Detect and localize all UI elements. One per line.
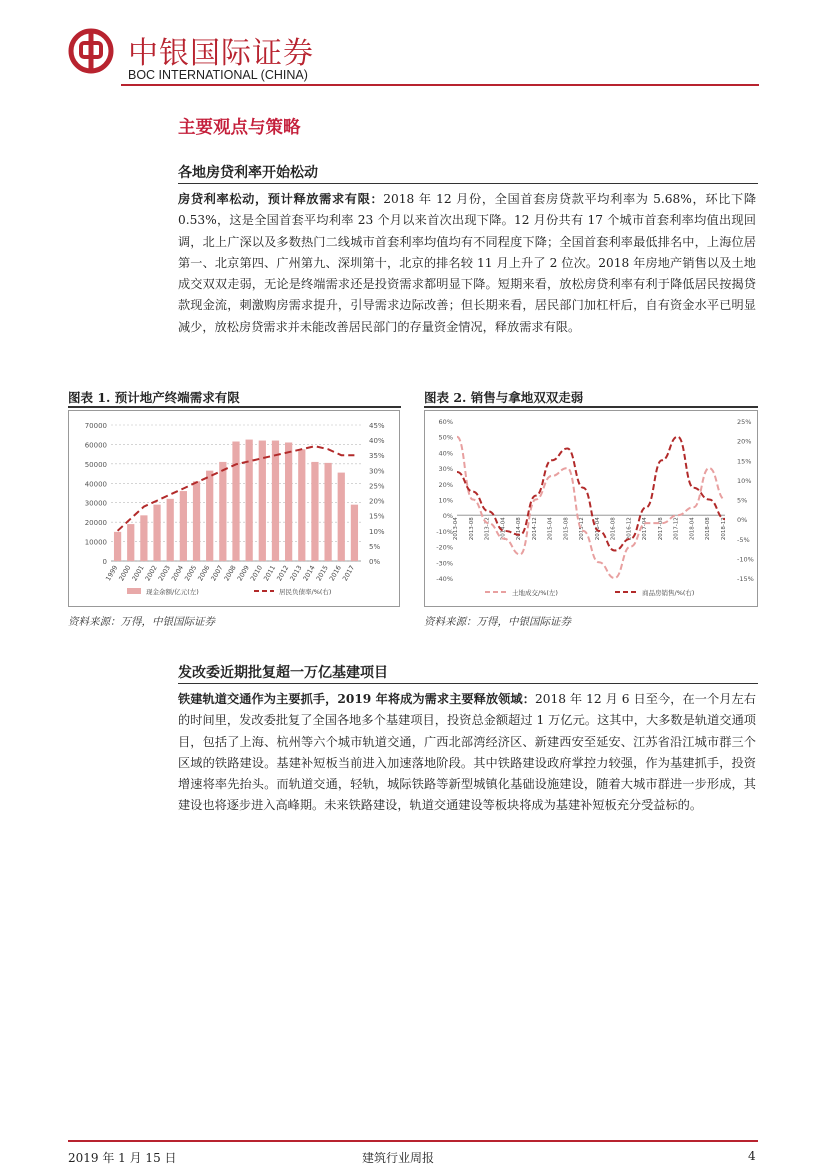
- x-tick-label: 2016-12: [626, 517, 633, 541]
- footer-date: 2019 年 1 月 15 日: [68, 1151, 177, 1165]
- figure2-chart-box: [424, 410, 758, 607]
- x-tick-label: 2015-12: [579, 517, 586, 541]
- y-left-tick-label: 60%: [438, 418, 453, 426]
- y-left-tick-label: 20%: [438, 480, 453, 489]
- figure1-rule: [68, 406, 401, 408]
- legend-label: 土地成交/%(左): [512, 589, 558, 597]
- y-right-tick-label: -15%: [737, 575, 754, 583]
- y-left-tick-label: 30000: [84, 499, 107, 508]
- y-left-tick-label: 50000: [84, 460, 107, 469]
- y-right-tick-label: 10%: [737, 476, 752, 485]
- x-tick-label: 2017: [340, 564, 357, 583]
- x-tick-label: 2014-12: [531, 517, 538, 541]
- x-tick-label: 2016-08: [610, 517, 617, 541]
- figure2-title: 图表 2. 销售与拿地双双走弱: [424, 390, 584, 405]
- bar: [351, 505, 358, 561]
- figure2-rule: [424, 406, 758, 408]
- y-left-tick-label: -30%: [436, 559, 453, 568]
- x-tick-label: 2013-08: [468, 517, 475, 541]
- x-tick-label: 2017-12: [673, 517, 680, 541]
- boc-logo-icon: [68, 28, 114, 74]
- y-right-tick-label: 10%: [369, 527, 385, 536]
- x-tick-label: 2007: [209, 564, 225, 583]
- bar: [206, 471, 213, 561]
- bar: [338, 473, 345, 561]
- x-tick-label: 2016: [327, 564, 343, 583]
- bar: [246, 440, 253, 561]
- subheading-mortgage: 各地房贷利率开始松动: [178, 165, 318, 181]
- y-left-tick-label: 10000: [84, 538, 107, 547]
- bar: [285, 442, 292, 561]
- bar: [193, 481, 200, 561]
- x-tick-label: 2018-04: [689, 517, 696, 541]
- subheading-infrastructure: 发改委近期批复超一万亿基建项目: [178, 665, 388, 681]
- y-right-tick-label: 45%: [369, 422, 385, 430]
- figure1-chart: [69, 411, 399, 606]
- x-tick-label: 2006: [196, 564, 212, 583]
- footer-page-number: 4: [748, 1149, 756, 1163]
- subheading-rule-2: [178, 683, 758, 684]
- x-tick-label: 2017-08: [657, 517, 664, 541]
- y-right-tick-label: 15%: [369, 512, 385, 521]
- x-tick-label: 2000: [117, 564, 133, 583]
- x-tick-label: 2013-12: [484, 517, 491, 541]
- x-tick-label: 2015-08: [563, 517, 570, 541]
- paragraph-infrastructure: [178, 689, 756, 817]
- y-left-tick-label: 0%: [442, 512, 453, 521]
- y-right-tick-label: -5%: [737, 535, 750, 544]
- x-tick-label: 2012: [275, 564, 291, 583]
- figure1-chart-box: [68, 410, 400, 607]
- y-right-tick-label: 20%: [737, 437, 752, 446]
- bar: [114, 532, 121, 561]
- x-tick-label: 2011: [262, 564, 278, 583]
- y-right-tick-label: 30%: [369, 467, 385, 476]
- y-right-tick-label: 0%: [737, 516, 748, 525]
- y-left-tick-label: -40%: [436, 575, 453, 583]
- y-right-tick-label: 15%: [737, 457, 752, 466]
- paragraph-mortgage: [178, 189, 756, 338]
- brand-name-en: BOC INTERNATIONAL (CHINA): [128, 68, 308, 82]
- figure2-chart: [425, 411, 757, 606]
- figure1-title: 图表 1. 预计地产终端需求有限: [68, 390, 240, 405]
- paragraph-body-2: 2018 年 12 月 6 日至今，在一个月左右的时间里，发改委批复了全国各地多个基建项目，投资总金额超过 1 万亿元。这其中，大多数是轨道交通项目，包括了上海、杭州等六个城市轨道交通，广西北部湾经济区、新建西安至延安、江苏省沿江城市群三个区域的铁路建设。基建补短板当前进入加速落地阶段。其中铁路建设政府掌控力较强，作为基建抓手，投资增速将率先抬头。而轨道交通，轻轨，城际铁路等新型城镇化基础设施建设，随着大城市群进一步形成，其建设也将逐步进入高峰期。未来铁路建设，轨道交通建设等板块将成为基建补短板充分受益标的。: [178, 692, 756, 813]
- y-left-tick-label: 10%: [438, 496, 453, 505]
- y-right-tick-label: 25%: [369, 482, 385, 491]
- y-right-tick-label: 5%: [737, 496, 748, 505]
- legend-label: 居民负债率/%(右): [279, 588, 332, 596]
- bar: [167, 499, 174, 561]
- x-tick-label: 1999: [104, 564, 120, 583]
- section-title: 主要观点与策略: [178, 118, 301, 138]
- x-tick-label: 2018-08: [705, 517, 712, 541]
- legend-label: 现金余额/亿元(左): [146, 588, 199, 596]
- subheading-rule: [178, 183, 758, 184]
- x-tick-label: 2013: [288, 564, 304, 583]
- y-right-tick-label: 5%: [369, 542, 381, 551]
- x-tick-label: 2015-04: [547, 517, 554, 541]
- bar: [298, 449, 305, 561]
- figure1-source: 资料来源：万得，中银国际证券: [68, 616, 215, 628]
- y-right-tick-label: 35%: [369, 452, 385, 461]
- legend-swatch-bar: [127, 588, 141, 594]
- y-left-tick-label: -10%: [436, 527, 453, 536]
- legend-label: 商品房销售/%(右): [642, 589, 695, 597]
- bar: [153, 505, 160, 561]
- figure2-source: 资料来源：万得，中银国际证券: [424, 616, 571, 628]
- brand-name-cn: 中银国际证券: [128, 36, 314, 71]
- bar: [219, 462, 226, 561]
- x-tick-label: 2014: [301, 564, 317, 583]
- y-right-tick-label: -10%: [737, 555, 754, 564]
- paragraph-body: 2018 年 12 月份，全国首套房贷款平均利率为 5.68%，环比下降 0.53%，这是全国首套平均利率 23 个月以来首次出现下降。12 月份共有 17 个城市首套利率均值出现回调，北上广深以及多数热门二线城市首套利率均值均有不同程度下降；全国首套利率最低排名中，上海位居第一、北京第四、广州第九、深圳第十，北京的排名较 11 月上升了 2 位次。2018 年房地产销售以及土地成交双双走弱，无论是终端需求还是投资需求都明显下降。短期来看，放松房贷利率有利于降低居民按揭贷款现金流，刺激购房需求提升，引导需求边际改善；但长期来看，居民部门加杠杆后，自有资金水平已明显减少，放松房贷需求并未能改善居民部门的存量资金情况，释放需求有限。: [178, 192, 757, 334]
- bar: [140, 515, 147, 561]
- x-tick-label: 2016-04: [594, 517, 601, 541]
- x-tick-label: 2018-12: [721, 517, 727, 541]
- footer-rule: [68, 1140, 758, 1142]
- bar: [272, 441, 279, 561]
- paragraph-lead: 房贷利率松动，预计释放需求有限：: [178, 192, 384, 206]
- y-left-tick-label: 20000: [84, 519, 107, 528]
- x-tick-label: 2008: [222, 564, 238, 583]
- y-left-tick-label: 40%: [438, 449, 453, 458]
- y-left-tick-label: 50%: [438, 433, 453, 442]
- bar: [324, 463, 331, 561]
- y-left-tick-label: 30%: [438, 465, 453, 474]
- y-left-tick-label: 0: [102, 558, 107, 566]
- x-tick-label: 2004: [169, 564, 186, 583]
- y-left-tick-label: 40000: [84, 480, 107, 489]
- y-right-tick-label: 25%: [737, 418, 752, 426]
- bar: [180, 491, 187, 561]
- x-tick-label: 2015: [314, 564, 330, 583]
- y-left-tick-label: 70000: [84, 422, 107, 430]
- x-tick-label: 2002: [143, 564, 159, 583]
- x-tick-label: 2009: [235, 564, 251, 583]
- y-right-tick-label: 20%: [369, 497, 385, 506]
- footer-report-name: 建筑行业周报: [362, 1151, 435, 1165]
- y-left-tick-label: 60000: [84, 441, 107, 450]
- x-tick-label: 2003: [156, 564, 172, 583]
- x-tick-label: 2013-04: [453, 517, 459, 541]
- header-rule: [121, 84, 759, 86]
- x-tick-label: 2017-04: [642, 517, 649, 541]
- x-tick-label: 2005: [183, 564, 199, 583]
- paragraph-lead-2: 铁建轨道交通作为主要抓手，2019 年将成为需求主要释放领域：: [178, 692, 535, 706]
- y-right-tick-label: 0%: [369, 558, 381, 566]
- bar: [311, 462, 318, 561]
- x-tick-label: 2014-08: [516, 517, 523, 541]
- bar: [127, 524, 134, 561]
- x-tick-label: 2001: [130, 564, 146, 583]
- bar: [232, 442, 239, 561]
- x-tick-label: 2010: [248, 564, 265, 583]
- y-right-tick-label: 40%: [369, 437, 385, 446]
- y-left-tick-label: -20%: [436, 543, 453, 552]
- x-tick-label: 2014-04: [500, 517, 507, 541]
